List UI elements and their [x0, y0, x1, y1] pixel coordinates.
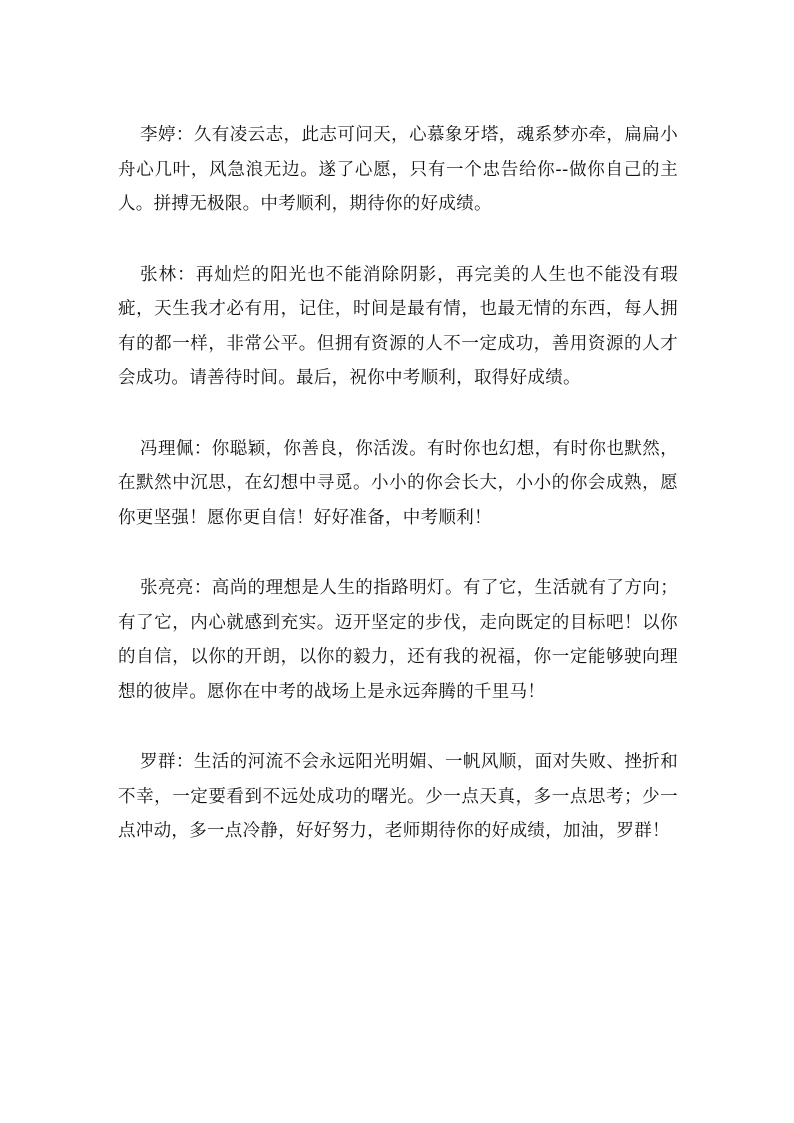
paragraph-luo-qun: 罗群：生活的河流不会永远阳光明媚、一帆风顺，面对失败、挫折和不幸，一定要看到不远处成功的曙光。少一点天真，多一点思考；少一点冲动，多一点冷静，好好努力，老师期待你的好成绩，加油，罗群！ [118, 752, 678, 841]
paragraph-li-ting: 李婷：久有凌云志，此志可问天，心慕象牙塔，魂系梦亦牵，扁扁小舟心几叶，风急浪无边。遂了心愿，只有一个忠告给你--做你自己的主人。拼搏无极限。中考顺利，期待你的好成绩。 [118, 125, 678, 214]
paragraph-zhang-liang-liang: 张亮亮：高尚的理想是人生的指路明灯。有了它，生活就有了方向；有了它，内心就感到充实。迈开坚定的步伐，走向既定的目标吧！以你的自信，以你的开朗，以你的毅力，还有我的祝福，你一定能够驶向理想的彼岸。愿你在中考的战场上是永远奔腾的千里马！ [118, 578, 678, 702]
document-body [118, 118, 678, 885]
paragraph-feng-li-pei: 冯理佩：你聪颖，你善良，你活泼。有时你也幻想，有时你也默然，在默然中沉思，在幻想中寻觅。小小的你会长大，小小的你会成熟，愿你更坚强！愿你更自信！好好准备，中考顺利！ [118, 438, 678, 528]
paragraph-zhang-lin: 张林：再灿烂的阳光也不能消除阴影，再完美的人生也不能没有瑕疵，天生我才必有用，记住，时间是最有情，也最无情的东西，每人拥有的都一样，非常公平。但拥有资源的人不一定成功，善用资源的人才会成功。请善待时间。最后，祝你中考顺利，取得好成绩。 [118, 264, 678, 388]
